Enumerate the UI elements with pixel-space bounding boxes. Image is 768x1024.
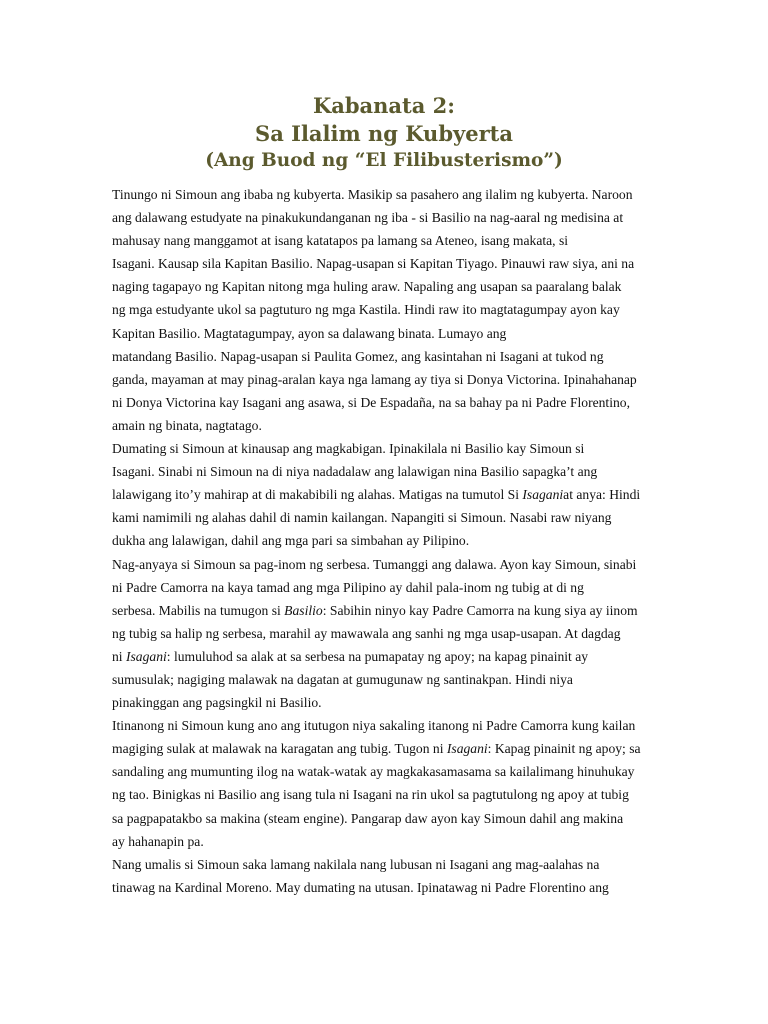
- text-line: [112, 529, 660, 552]
- text-line: [112, 783, 660, 806]
- italic-name: Isagani: [125, 648, 167, 664]
- text-line: [112, 252, 660, 275]
- text-run: Itinanong ni Simoun kung ano ang itutugon niya sakaling itanong ni Padre Camorra kung kailan: [112, 718, 636, 734]
- text-run: : Sabihin ninyo kay Padre Camorra na kung siya ay iinom: [322, 602, 638, 618]
- text-line: [112, 506, 660, 529]
- text-run: lalawigang ito’y mahirap at di makabibili ng alahas. Matigas na tumutol Si: [112, 487, 523, 503]
- text-line: [112, 853, 660, 876]
- text-line: [112, 830, 660, 853]
- text-line: [112, 691, 660, 714]
- text-run: kami namimili ng alahas dahil di namin kailangan. Napangiti si Simoun. Nasabi raw niyang: [112, 510, 612, 526]
- text-run: : lumuluhod sa alak at sa serbesa na pumapatay ng apoy; na kapag pinainit ay: [166, 648, 589, 664]
- italic-name: Basilio: [284, 602, 323, 618]
- text-line: [112, 645, 660, 668]
- chapter-heading: [0, 92, 768, 174]
- text-run: ng tao. Binigkas ni Basilio ang isang tula ni Isagani na rin ukol sa pagtutulong ng apoy at tubig: [112, 787, 629, 803]
- text-run: matandang Basilio. Napag-usapan si Paulita Gomez, ang kasintahan ni Isagani at tukod ng: [112, 348, 604, 364]
- chapter-subtitle: (Ang Buod ng “El Filibusterismo”): [205, 150, 563, 171]
- text-run: sandaling ang mumunting ilog na watak-watak ay magkakasamasama sa kailalimang hinuhukay: [112, 764, 635, 780]
- text-line: [112, 807, 660, 830]
- text-run: ganda, mayaman at may pinag-aralan kaya nga lamang ay tiya si Donya Victorina. Ipinahahanap: [112, 371, 637, 387]
- text-run: dukha ang lalawigan, dahil ang mga pari sa simbahan ay Pilipino.: [112, 533, 470, 549]
- italic-name: Isagani: [522, 487, 564, 503]
- text-line: [112, 599, 660, 622]
- text-line: [112, 298, 660, 321]
- text-run: sa pagpapatakbo sa makina (steam engine). Pangarap daw ayon kay Simoun dahil ang makina: [112, 810, 624, 826]
- text-line: [112, 322, 660, 345]
- text-run: ni Padre Camorra na kaya tamad ang mga Pilipino ay dahil pala-inom ng tubig at di ng: [112, 579, 584, 595]
- text-line: [112, 553, 660, 576]
- text-line: [112, 737, 660, 760]
- text-line: [112, 345, 660, 368]
- text-run: serbesa. Mabilis na tumugon si: [112, 602, 285, 618]
- text-run: sumusulak; nagiging malawak na dagatan at gumugunaw ng santinakpan. Hindi niya: [112, 671, 573, 687]
- text-run: Tinungo ni Simoun ang ibaba ng kubyerta. Masikip sa pasahero ang ilalim ng kubyerta. Naroon: [112, 187, 633, 202]
- text-run: Nag-anyaya si Simoun sa pag-inom ng serbesa. Tumanggi ang dalawa. Ayon kay Simoun, sinabi: [112, 556, 637, 572]
- text-run: Isagani. Sinabi ni Simoun na di niya nadadalaw ang lalawigan nina Basilio sapagka’t ang: [112, 464, 598, 480]
- text-line: [112, 714, 660, 737]
- text-line: [112, 622, 660, 645]
- text-run: ng tubig sa halip ng serbesa, marahil ay mawawala ang sanhi ng mga usap-usapan. At dagdag: [112, 625, 621, 641]
- text-run: Dumating si Simoun at kinausap ang magkabigan. Ipinakilala ni Basilio kay Simoun si: [112, 441, 585, 457]
- text-run: Isagani. Kausap sila Kapitan Basilio. Napag-usapan si Kapitan Tiyago. Pinauwi raw siya, ani na: [112, 256, 635, 272]
- text-line: [112, 576, 660, 599]
- text-line: [112, 275, 660, 298]
- text-run: tinawag na Kardinal Moreno. May dumating na utusan. Ipinatawag ni Padre Florentino ang: [112, 879, 609, 895]
- text-line: [112, 460, 660, 483]
- text-run: mahusay nang manggamot at isang katatapos pa lamang sa Ateneo, isang makata, si: [112, 233, 569, 249]
- chapter-number: Kabanata 2:: [312, 93, 455, 118]
- text-run: naging tagapayo ng Kapitan nitong mga huling araw. Napaling ang usapan sa paaralang balak: [112, 279, 622, 295]
- text-run: Nang umalis si Simoun saka lamang nakilala nang lubusan ni Isagani ang mag-aalahas na: [112, 856, 600, 872]
- text-run: magiging sulak at malawak na karagatan ang tubig. Tugon ni: [112, 741, 447, 757]
- text-line: [112, 368, 660, 391]
- text-line: [112, 760, 660, 783]
- text-line: [112, 876, 660, 899]
- text-line: [112, 183, 660, 206]
- text-run: ay hahanapin pa.: [112, 833, 204, 849]
- chapter-title: Sa Ilalim ng Kubyerta: [255, 121, 513, 146]
- text-run: pinakinggan ang pagsingkil ni Basilio.: [112, 695, 322, 711]
- text-run: ang dalawang estudyate na pinakukundanganan ng iba - si Basilio na nag-aaral ng medisina at: [112, 210, 624, 226]
- text-line: [112, 437, 660, 460]
- text-line: [112, 414, 660, 437]
- text-line: [112, 206, 660, 229]
- text-line: [112, 391, 660, 414]
- body-text: [112, 183, 660, 899]
- text-run: at anya: Hindi: [563, 487, 641, 503]
- text-line: [112, 229, 660, 252]
- text-run: Kapitan Basilio. Magtatagumpay, ayon sa dalawang binata. Lumayo ang: [112, 325, 507, 341]
- text-line: [112, 668, 660, 691]
- text-run: ni Donya Victorina kay Isagani ang asawa, si De Espadaña, na sa bahay pa ni Padre Florentino,: [112, 394, 630, 410]
- text-run: ni: [112, 648, 126, 664]
- text-run: amain ng binata, nagtatago.: [112, 417, 262, 433]
- italic-name: Isagani: [446, 741, 488, 757]
- text-run: : Kapag pinainit ng apoy; sa: [487, 741, 641, 757]
- text-run: ng mga estudyante ukol sa pagtuturo ng mga Kastila. Hindi raw ito magtatagumpay ayon kay: [112, 302, 620, 318]
- text-line: [112, 483, 660, 506]
